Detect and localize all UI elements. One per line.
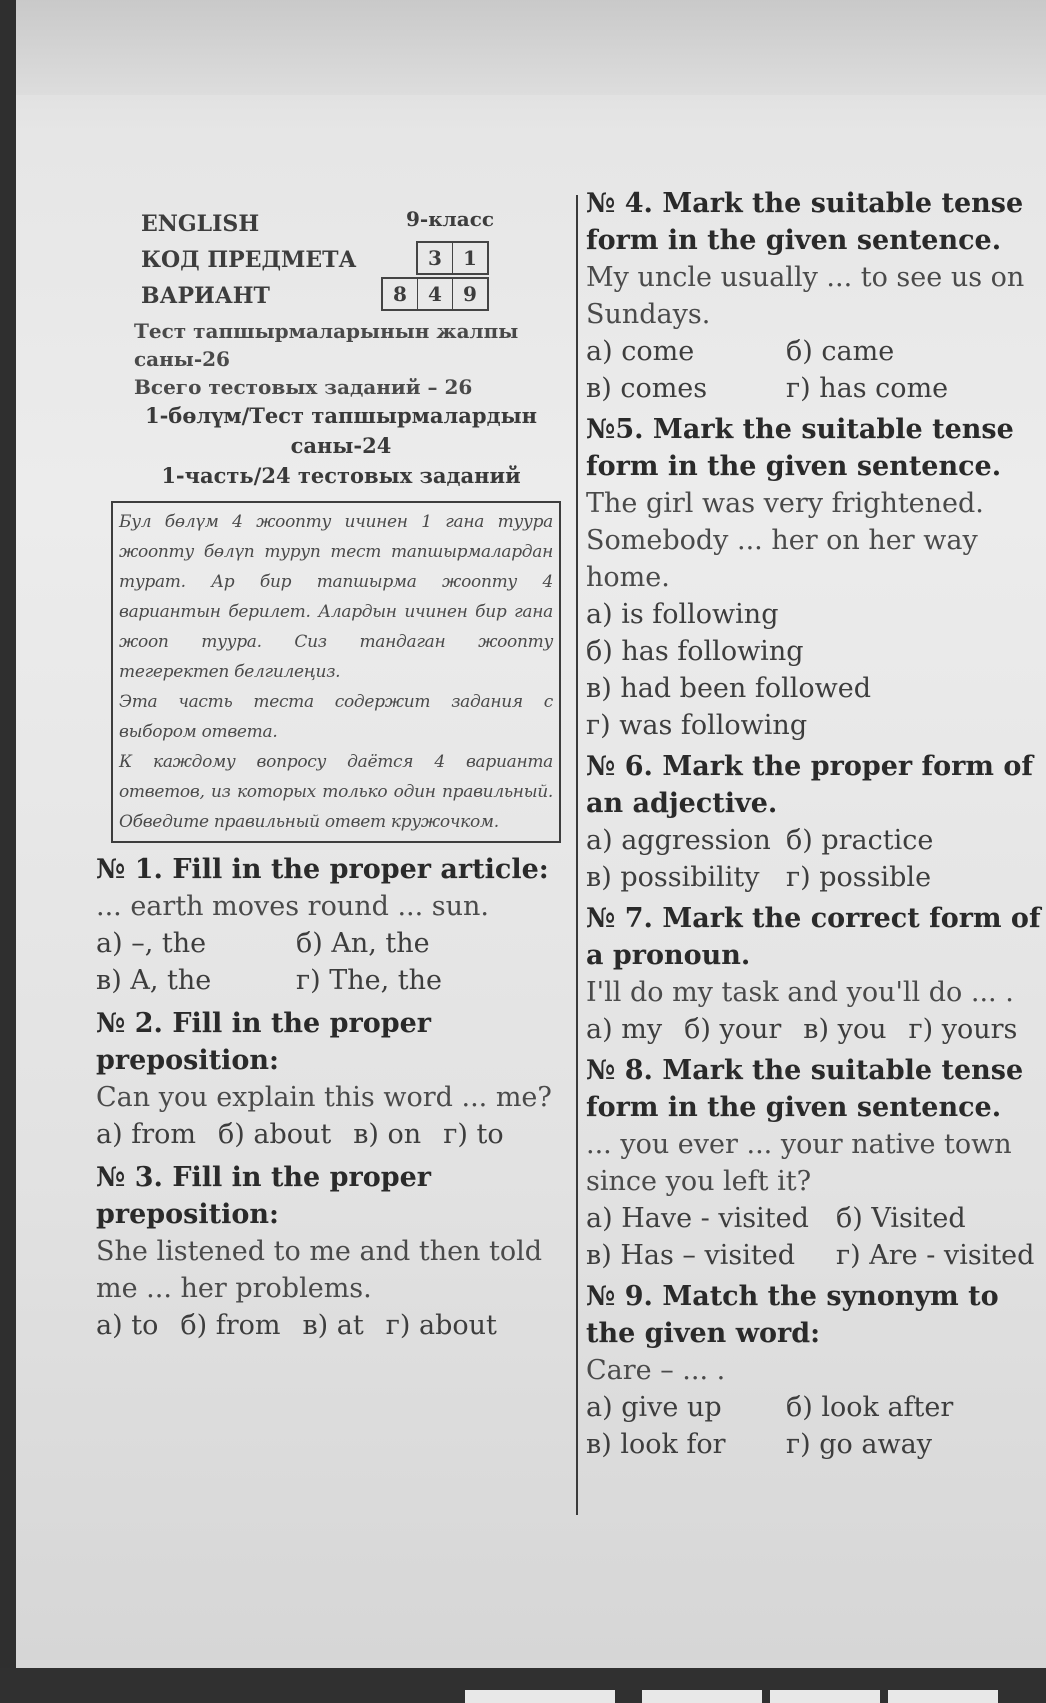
answer-option[interactable]: в) look for	[586, 1429, 726, 1460]
code-digit: 1	[452, 243, 487, 273]
answer-option[interactable]: б) has following	[586, 636, 804, 667]
answer-option[interactable]: б) came	[786, 336, 895, 367]
question-text: She listened to me and then told me ... her problems.	[96, 1236, 543, 1304]
options-row	[96, 962, 566, 999]
options-row	[586, 1200, 1046, 1237]
answer-option[interactable]: б) practice	[786, 825, 934, 856]
right-column	[586, 185, 1046, 1463]
subject-code-row	[116, 241, 566, 277]
instructions-ru-1: Эта часть теста содержит задания с выбором ответа.	[119, 692, 553, 742]
test-page	[16, 0, 1046, 1668]
answer-option[interactable]: а) from	[96, 1119, 196, 1150]
question-2	[96, 1005, 566, 1153]
answer-option[interactable]: а) to	[96, 1310, 159, 1341]
answer-option[interactable]: б) An, the	[296, 928, 430, 959]
answer-option[interactable]: а) aggression	[586, 825, 771, 856]
instructions-box	[111, 501, 561, 843]
left-column	[96, 205, 566, 1344]
question-title: № 9. Match the synonym to the given word:	[586, 1281, 999, 1349]
question-1	[96, 851, 566, 999]
answer-option[interactable]: б) about	[217, 1119, 332, 1150]
thumbnail[interactable]	[465, 1690, 615, 1703]
total-tasks-kg: Тест тапшырмаларынын жалпы саны-26	[134, 319, 519, 371]
grade-label: 9-класс	[406, 207, 495, 231]
answer-option[interactable]: в) A, the	[96, 965, 212, 996]
question-5	[586, 411, 1046, 744]
variant-digit: 4	[417, 279, 452, 309]
question-text: ... you ever ... your native town since you left it?	[586, 1129, 1012, 1197]
options-row	[96, 1307, 566, 1344]
answer-option[interactable]: в) you	[803, 1014, 887, 1045]
variant-digit: 9	[452, 279, 487, 309]
question-title: № 1. Fill in the proper article:	[96, 854, 549, 885]
answer-option[interactable]: г) The, the	[296, 965, 443, 996]
answer-option[interactable]: г) has come	[786, 373, 949, 404]
answer-option[interactable]: б) look after	[786, 1392, 954, 1423]
answer-option[interactable]: а) my	[586, 1014, 663, 1045]
answer-option[interactable]: г) about	[385, 1310, 497, 1341]
answer-option[interactable]: в) comes	[586, 373, 708, 404]
options-row	[96, 1116, 566, 1153]
answer-option[interactable]: а) –, the	[96, 928, 207, 959]
answer-option[interactable]: а) come	[586, 336, 695, 367]
answer-option[interactable]: г) was following	[586, 710, 808, 741]
answer-option[interactable]: б) your	[684, 1014, 782, 1045]
options-row	[586, 859, 1046, 896]
answer-option[interactable]: а) is following	[586, 599, 779, 630]
question-7	[586, 900, 1046, 1048]
answer-option[interactable]: г) yours	[908, 1014, 1018, 1045]
question-title: № 3. Fill in the proper preposition:	[96, 1162, 432, 1230]
options-row	[586, 1011, 1046, 1048]
answer-option[interactable]: г) go away	[786, 1429, 932, 1460]
question-title: №5. Mark the suitable tense form in the given sentence.	[586, 414, 1014, 482]
answer-option[interactable]: г) to	[443, 1119, 504, 1150]
answer-option[interactable]: г) Are - visited	[836, 1240, 1035, 1271]
thumbnail[interactable]	[888, 1690, 998, 1703]
question-title: № 4. Mark the suitable tense form in the given sentence.	[586, 188, 1024, 256]
options-row	[96, 925, 566, 962]
question-title: № 6. Mark the proper form of an adjective.	[586, 751, 1033, 819]
subject-label: ENGLISH	[141, 211, 260, 237]
variant-label: ВАРИАНТ	[141, 283, 270, 309]
options-row	[586, 1389, 1046, 1426]
answer-option[interactable]: г) possible	[786, 862, 932, 893]
question-8	[586, 1052, 1046, 1274]
instructions-ru-2: К каждому вопросу даётся 4 варианта ответов, из которых только один правильный. Обведите правильный ответ кружочком.	[119, 752, 553, 832]
answer-option[interactable]: в) at	[302, 1310, 364, 1341]
column-divider	[576, 195, 578, 1515]
options-row	[586, 707, 1046, 744]
options-row	[586, 633, 1046, 670]
question-text: Care – ... .	[586, 1355, 726, 1386]
part-title-kg: 1-бөлүм/Тест тапшырмалардын саны-24	[144, 403, 538, 458]
answer-option[interactable]: б) Visited	[836, 1203, 966, 1234]
question-text: The girl was very frightened. Somebody ... her on her way home.	[586, 488, 984, 593]
variant-row	[116, 277, 566, 313]
options-row	[586, 1426, 1046, 1463]
answer-option[interactable]: б) from	[180, 1310, 281, 1341]
variant-digit: 8	[393, 282, 407, 306]
question-4	[586, 185, 1046, 407]
answer-option[interactable]: в) Has – visited	[586, 1240, 795, 1271]
thumbnail[interactable]	[642, 1690, 762, 1703]
options-row	[586, 333, 1046, 370]
question-title: № 8. Mark the suitable tense form in the given sentence.	[586, 1055, 1024, 1123]
options-row	[586, 370, 1046, 407]
question-title: № 7. Mark the correct form of a pronoun.	[586, 903, 1041, 971]
variant-box	[381, 277, 489, 311]
subject-code-box	[416, 241, 489, 275]
code-digit: 3	[428, 246, 442, 270]
subject-code-label: КОД ПРЕДМЕТА	[141, 247, 357, 273]
options-row	[586, 1237, 1046, 1274]
thumbnail[interactable]	[770, 1690, 880, 1703]
question-text: Can you explain this word ... me?	[96, 1082, 552, 1113]
answer-option[interactable]: в) had been followed	[586, 673, 872, 704]
question-6	[586, 748, 1046, 896]
options-row	[586, 596, 1046, 633]
instructions-kg: Бул бөлүм 4 жоопту ичинен 1 гана туура жоопту бөлүп туруп тест тапшырмалардан турат. Ар бир тапшырма жоопту 4 вариантын берилет. Алардын ичинен бир гана жооп туура. Сиз тандаган жоопту тегеректеп белгилеңиз.	[119, 512, 553, 682]
question-9	[586, 1278, 1046, 1463]
subject-row	[116, 205, 566, 241]
options-row	[586, 670, 1046, 707]
part-title-ru: 1-часть/24 тестовых заданий	[161, 463, 521, 488]
answer-option[interactable]: в) on	[353, 1119, 422, 1150]
answer-option[interactable]: а) Have - visited	[586, 1203, 809, 1234]
question-3	[96, 1159, 566, 1344]
question-text: My uncle usually ... to see us on Sundays.	[586, 262, 1025, 330]
answer-option[interactable]: в) possibility	[586, 862, 760, 893]
total-tasks-ru: Всего тестовых заданий – 26	[134, 375, 473, 399]
question-text: ... earth moves round ... sun.	[96, 891, 490, 922]
question-title: № 2. Fill in the proper preposition:	[96, 1008, 432, 1076]
question-text: I'll do my task and you'll do ... .	[586, 977, 1014, 1008]
options-row	[586, 822, 1046, 859]
answer-option[interactable]: а) give up	[586, 1392, 722, 1423]
